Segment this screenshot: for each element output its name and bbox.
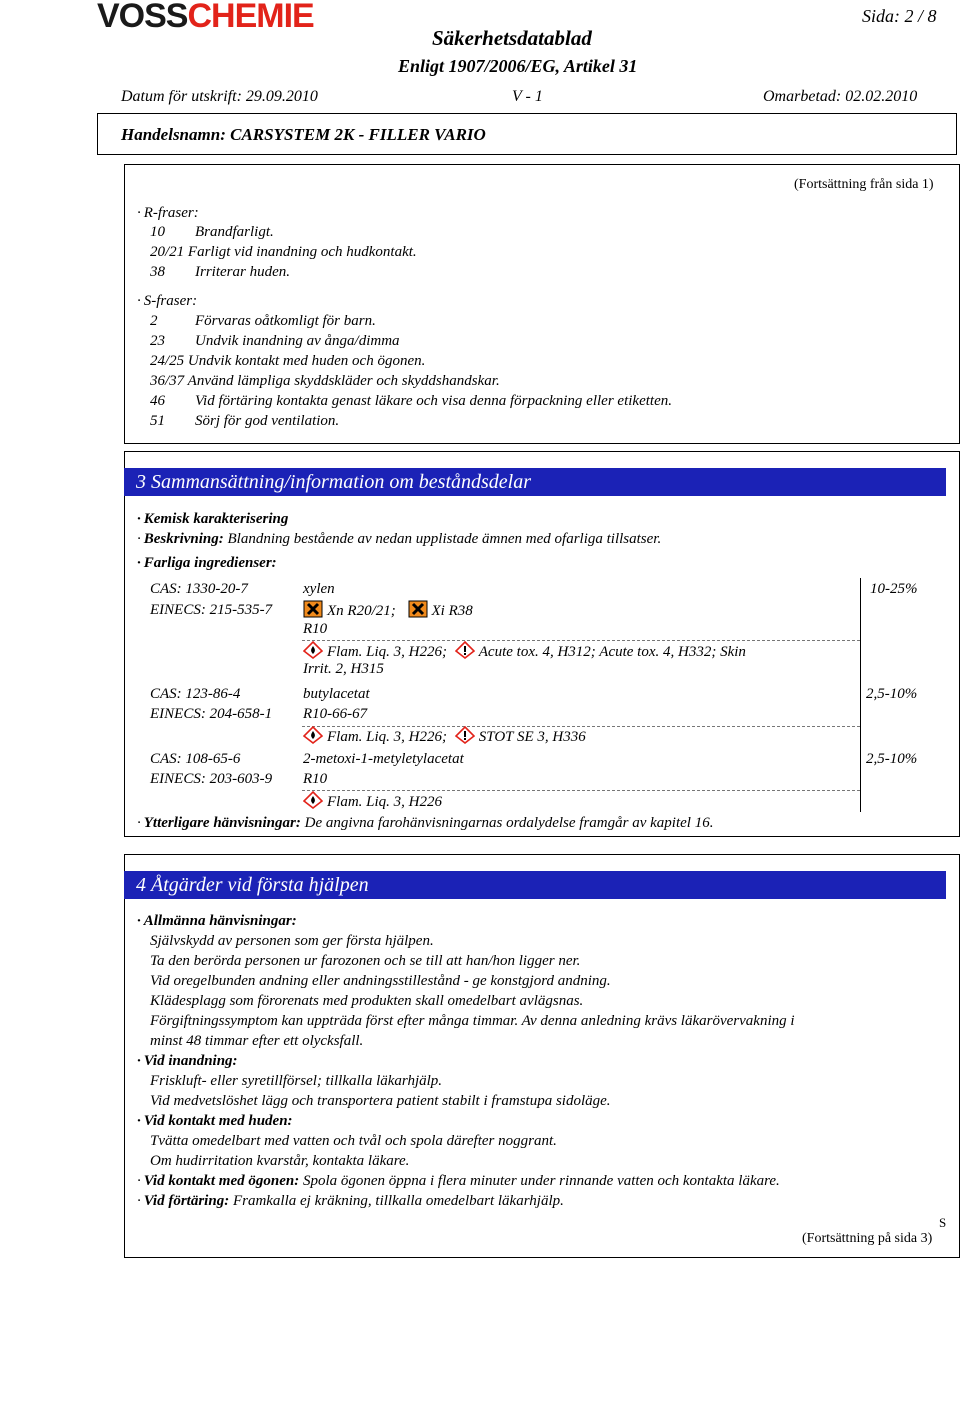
cas-number: CAS: 108-65-6	[150, 751, 241, 767]
s-phrase-item: 51 Sörj för god ventilation.	[150, 413, 340, 429]
company-logo: VOSSCHEMIE	[97, 0, 314, 35]
exclamation-icon	[455, 726, 475, 744]
cas-number: CAS: 123-86-4	[150, 686, 241, 702]
print-date: Datum för utskrift: 29.09.2010	[121, 88, 318, 105]
document-title: Säkerhetsdatablad	[432, 26, 592, 50]
skin-contact-heading: · Vid kontakt med huden:	[137, 1111, 293, 1131]
s-phrase-item: 46 Vid förtäring kontakta genast läkare och visa denna förpackning eller etiketten.	[150, 393, 672, 409]
general-info-line: Vid oregelbunden andning eller andningsstillestånd - ge konstgjord andning.	[150, 973, 611, 989]
irritant-x-icon	[408, 600, 428, 618]
general-info-line: Självskydd av personen som ger första hjälpen.	[150, 933, 434, 949]
page-number: Sida: 2 / 8	[862, 6, 937, 26]
s-phrase-item: 24/25 Undvik kontakt med huden och ögonen.	[150, 353, 426, 369]
flame-icon	[303, 641, 323, 659]
further-references: · Ytterligare hänvisningar: De angivna farohänvisningarnas ordalydelse framgår av kapitel 16.	[137, 813, 713, 833]
section3-heading: 3 Sammansättning/information om beståndsdelar	[124, 468, 946, 496]
einecs-number: EINECS: 203-603-9	[150, 771, 273, 787]
cas-number: CAS: 1330-20-7	[150, 581, 248, 597]
chemical-characterization: · Kemisk karakterisering	[137, 509, 288, 529]
skin-contact-line: Om hudirritation kvarstår, kontakta läkare.	[150, 1153, 410, 1169]
r-phrases: R10	[303, 771, 328, 787]
ingredient-name: butylacetat	[303, 686, 370, 702]
ingredient-name: xylen	[303, 581, 335, 597]
inhalation-heading: · Vid inandning:	[137, 1051, 238, 1071]
inhalation-line: Friskluft- eller syretillförsel; tillkalla läkarhjälp.	[150, 1073, 443, 1089]
document-subtitle: Enligt 1907/2006/EG, Artikel 31	[398, 56, 638, 76]
r-phrases: R10-66-67	[303, 706, 368, 722]
general-info-line: Ta den berörda personen ur farozonen och se till att han/hon ligger ner.	[150, 953, 581, 969]
harmful-x-icon	[303, 600, 323, 618]
s-phrase-item: 36/37 Använd lämpliga skyddskläder och skyddshandskar.	[150, 373, 500, 389]
classification: Xn R20/21; Xi R38	[303, 600, 473, 621]
hazardous-ingredients-heading: · Farliga ingredienser:	[137, 553, 277, 573]
continued-to: (Fortsättning på sida 3)	[802, 1231, 933, 1246]
percentage: 10-25%	[870, 581, 918, 597]
einecs-number: EINECS: 204-658-1	[150, 706, 273, 722]
general-info-line: Förgiftningssymptom kan uppträda först efter många timmar. Av denna anledning krävs läkarövervakning i	[150, 1013, 795, 1029]
clp-classification: Flam. Liq. 3, H226; STOT SE 3, H336	[303, 726, 586, 747]
r-phrases-heading: · R-fraser:	[137, 203, 199, 223]
general-info-line: minst 48 timmar efter ett olycksfall.	[150, 1033, 364, 1049]
clp-classification-cont: Irrit. 2, H315	[303, 661, 384, 677]
r-phrase-item: 20/21 Farligt vid inandning och hudkontakt.	[150, 244, 417, 260]
percentage: 2,5-10%	[866, 751, 918, 767]
eye-contact: · Vid kontakt med ögonen: Spola ögonen öppna i flera minuter under rinnande vatten och kontakta läkare.	[137, 1171, 780, 1191]
clp-classification: Flam. Liq. 3, H226; Acute tox. 4, H312; Acute tox. 4, H332; Skin	[303, 641, 746, 662]
description: · Beskrivning: Blandning bestående av nedan upplistade ämnen med ofarliga tillsatser.	[137, 529, 661, 549]
ingredient-name: 2-metoxi-1-metyletylacetat	[303, 751, 464, 767]
general-info-heading: · Allmänna hänvisningar:	[137, 911, 297, 931]
s-phrases-heading: · S-fraser:	[137, 291, 197, 311]
trade-name: Handelsnamn: CARSYSTEM 2K - FILLER VARIO	[121, 125, 486, 144]
exclamation-icon	[455, 641, 475, 659]
table-divider	[860, 578, 861, 812]
r-phrase-item: 38 Irriterar huden.	[150, 264, 290, 280]
r-phrase-item: 10 Brandfarligt.	[150, 224, 274, 240]
clp-classification: Flam. Liq. 3, H226	[303, 791, 442, 812]
flame-icon	[303, 726, 323, 744]
s-phrase-item: 23 Undvik inandning av ånga/dimma	[150, 333, 400, 349]
r-phrases: R10	[303, 621, 328, 637]
skin-contact-line: Tvätta omedelbart med vatten och tvål och spola därefter noggrant.	[150, 1133, 557, 1149]
ingestion: · Vid förtäring: Framkalla ej kräkning, tillkalla omedelbart läkarhjälp.	[137, 1191, 564, 1211]
footer-mark: S	[939, 1215, 947, 1230]
version: V - 1	[512, 88, 543, 105]
percentage: 2,5-10%	[866, 686, 918, 702]
section4-heading: 4 Åtgärder vid första hjälpen	[124, 871, 946, 899]
flame-icon	[303, 791, 323, 809]
einecs-number: EINECS: 215-535-7	[150, 602, 273, 618]
inhalation-line: Vid medvetslöshet lägg och transportera patient stabilt i framstupa sidoläge.	[150, 1093, 611, 1109]
general-info-line: Klädesplagg som förorenats med produkten skall omedelbart avlägsnas.	[150, 993, 584, 1009]
s-phrase-item: 2 Förvaras oåtkomligt för barn.	[150, 313, 376, 329]
revised-date: Omarbetad: 02.02.2010	[763, 88, 918, 105]
continued-from: (Fortsättning från sida 1)	[794, 177, 934, 192]
